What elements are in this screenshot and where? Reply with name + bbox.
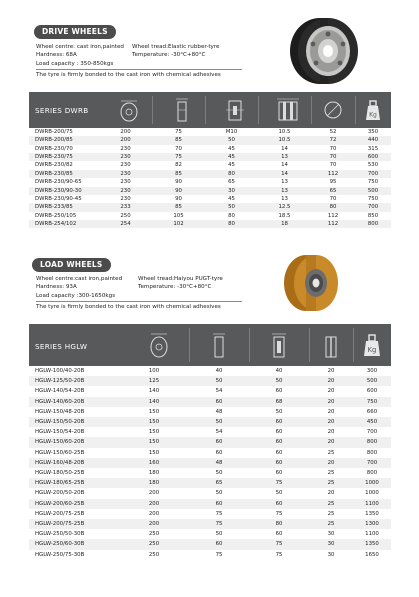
value-cell: 102 (152, 220, 205, 228)
table-row (29, 153, 391, 161)
drive-note-separator (36, 69, 242, 70)
model-code-cell: HGLW-200/75-25B (29, 509, 119, 519)
drive-wheel-image (284, 14, 364, 86)
table-row (29, 478, 391, 488)
table-row (29, 407, 391, 417)
value-cell: 45 (205, 195, 258, 203)
value-cell: 150 (119, 427, 189, 437)
pcd-icon (311, 92, 355, 128)
table-row (29, 458, 391, 468)
table-row (29, 509, 391, 519)
value-cell: 90 (152, 195, 205, 203)
weight-unit: Kg (369, 111, 377, 119)
model-code-cell: DWRB-230/70 (29, 145, 99, 153)
table-row (29, 203, 391, 211)
value-cell: 20 (309, 407, 353, 417)
hub-length-icon (249, 324, 309, 366)
model-code-cell: HGLW-150/60-25B (29, 448, 119, 458)
value-cell: 50 (189, 529, 249, 539)
value-cell: 80 (205, 220, 258, 228)
model-code-cell: HGLW-150/50-20B (29, 417, 119, 427)
drive-spec-temp: Temperature: -30°C+80°C (132, 52, 206, 59)
value-cell: 1000 (353, 488, 391, 498)
table-row (29, 195, 391, 203)
value-cell: 60 (249, 386, 309, 396)
value-cell: 12.5 (258, 203, 311, 211)
load-series-label: SERIES HGLW (35, 342, 88, 351)
model-code-cell: DWRB-230/85 (29, 170, 99, 178)
value-cell: 20 (309, 386, 353, 396)
value-cell: 180 (119, 478, 189, 488)
load-note: The tyre is firmly bonded to the cast iron with chemical adhesives (36, 304, 221, 310)
model-code-cell: HGLW-160/48-20B (29, 458, 119, 468)
model-code-cell: HGLW-200/60-25B (29, 499, 119, 509)
table-row (29, 488, 391, 498)
value-cell: 250 (119, 539, 189, 549)
model-code-cell: HGLW-100/40-20B (29, 366, 119, 376)
value-cell: 20 (309, 397, 353, 407)
value-cell: 90 (152, 178, 205, 186)
table-row (29, 519, 391, 529)
model-code-cell: DWRB-254/102 (29, 220, 99, 228)
value-cell: 50 (205, 136, 258, 144)
value-cell: 13 (258, 153, 311, 161)
table-row (29, 128, 391, 136)
value-cell: 1100 (353, 529, 391, 539)
value-cell: 70 (311, 145, 355, 153)
value-cell: 75 (249, 509, 309, 519)
value-cell: 150 (119, 448, 189, 458)
load-spec-temp: Temperature: -30°C+80°C (138, 284, 212, 291)
model-code-cell: DWRB-233/85 (29, 203, 99, 211)
model-code-cell: HGLW-150/48-20B (29, 407, 119, 417)
value-cell: 230 (99, 145, 152, 153)
diameter-icon (99, 92, 159, 128)
drive-series-label: SERIES DWRB (35, 106, 89, 115)
value-cell: 180 (119, 468, 189, 478)
value-cell: 50 (189, 488, 249, 498)
value-cell: 80 (311, 203, 355, 211)
model-code-cell: HGLW-250/50-30B (29, 529, 119, 539)
value-cell: 800 (355, 220, 391, 228)
value-cell: 60 (249, 448, 309, 458)
value-cell: 100 (119, 366, 189, 376)
value-cell: 750 (353, 397, 391, 407)
value-cell: 200 (119, 519, 189, 529)
table-row (29, 136, 391, 144)
value-cell: 600 (355, 153, 391, 161)
table-row (29, 427, 391, 437)
value-cell: 140 (119, 397, 189, 407)
table-row (29, 178, 391, 186)
drive-spec-tread: Wheel tread:Elastic rubber-tyre (132, 44, 220, 50)
drive-spec-centre: Wheel centre: cast iron,painted (36, 44, 124, 50)
value-cell: 50 (189, 468, 249, 478)
value-cell: 80 (249, 519, 309, 529)
table-row (29, 145, 391, 153)
value-cell: 125 (119, 376, 189, 386)
table-row (29, 417, 391, 427)
width-icon (152, 92, 212, 128)
load-spec-hardness: Hardness: 93A (36, 284, 77, 291)
value-cell: 660 (353, 407, 391, 417)
value-cell: 150 (119, 417, 189, 427)
model-code-cell: DWRB-200/85 (29, 136, 99, 144)
load-spec-load: Load capacity :300-1650kgs (36, 292, 116, 299)
table-row (29, 212, 391, 220)
value-cell: 30 (309, 539, 353, 549)
value-cell: 700 (353, 427, 391, 437)
value-cell: 75 (189, 550, 249, 560)
value-cell: 160 (119, 458, 189, 468)
value-cell: 1100 (353, 499, 391, 509)
table-row (29, 550, 391, 560)
value-cell: 60 (189, 397, 249, 407)
value-cell: 250 (119, 529, 189, 539)
value-cell: 50 (189, 376, 249, 386)
value-cell: 52 (311, 128, 355, 136)
value-cell: 75 (189, 509, 249, 519)
value-cell: 450 (353, 417, 391, 427)
model-code-cell: DWRB-230/90-65 (29, 178, 99, 186)
model-code-cell: DWRB-230/90-30 (29, 187, 99, 195)
value-cell: 82 (152, 161, 205, 169)
value-cell: 25 (309, 499, 353, 509)
drive-wheels-title: DRIVE WHEELS (34, 25, 116, 39)
value-cell: 20 (309, 437, 353, 447)
drive-table (29, 128, 391, 228)
model-code-cell: HGLW-140/54-20B (29, 386, 119, 396)
value-cell: 30 (309, 550, 353, 560)
value-cell: 70 (311, 195, 355, 203)
value-cell: 20 (309, 458, 353, 468)
load-spec-tread: Wheel tread:Haiyou PUGT-tyre (138, 276, 223, 282)
value-cell: 254 (99, 220, 152, 228)
value-cell: 18 (258, 220, 311, 228)
value-cell: 60 (189, 499, 249, 509)
value-cell: 500 (355, 187, 391, 195)
value-cell: 233 (99, 203, 152, 211)
drive-spec-load: Load capacity : 350-850kgs (36, 60, 114, 67)
value-cell: 230 (99, 161, 152, 169)
value-cell: 800 (353, 448, 391, 458)
value-cell: 20 (309, 366, 353, 376)
model-code-cell: HGLW-200/50-20B (29, 488, 119, 498)
value-cell: 14 (258, 161, 311, 169)
load-wheels-title: LOAD WHEELS (32, 258, 111, 272)
load-specs-left (36, 275, 122, 300)
value-cell: 50 (249, 488, 309, 498)
table-row (29, 539, 391, 549)
model-code-cell: DWRB-230/82 (29, 161, 99, 169)
value-cell: 25 (309, 478, 353, 488)
value-cell: 60 (249, 427, 309, 437)
value-cell: 65 (311, 187, 355, 195)
value-cell: 54 (189, 427, 249, 437)
bore-icon (205, 92, 265, 128)
value-cell: 25 (309, 468, 353, 478)
drive-spec-hardness: Hardness: 68A (36, 52, 77, 59)
value-cell: 112 (311, 170, 355, 178)
value-cell: 85 (152, 203, 205, 211)
table-row (29, 161, 391, 169)
value-cell: 75 (152, 128, 205, 136)
value-cell: 45 (205, 153, 258, 161)
value-cell: 10.5 (258, 128, 311, 136)
value-cell: 40 (189, 366, 249, 376)
value-cell: 70 (311, 161, 355, 169)
model-code-cell: HGLW-180/65-25B (29, 478, 119, 488)
value-cell: 750 (355, 178, 391, 186)
value-cell: 45 (205, 145, 258, 153)
table-row (29, 220, 391, 228)
value-cell: 13 (258, 195, 311, 203)
value-cell: 600 (353, 386, 391, 396)
model-code-cell: DWRB-250/105 (29, 212, 99, 220)
value-cell: 30 (205, 187, 258, 195)
table-row (29, 170, 391, 178)
value-cell: 14 (258, 170, 311, 178)
drive-note: The tyre is firmly bonded to the cast iron with chemical adhesives (36, 72, 221, 78)
value-cell: 14 (258, 145, 311, 153)
value-cell: 850 (355, 212, 391, 220)
value-cell: 200 (119, 488, 189, 498)
value-cell: 45 (205, 161, 258, 169)
value-cell: 1000 (353, 478, 391, 488)
value-cell: 1350 (353, 539, 391, 549)
value-cell: 18.5 (258, 212, 311, 220)
value-cell: 70 (152, 145, 205, 153)
value-cell: 54 (189, 386, 249, 396)
value-cell: 68 (249, 397, 309, 407)
value-cell: 80 (205, 212, 258, 220)
value-cell: 60 (249, 468, 309, 478)
model-code-cell: DWRB-230/90-45 (29, 195, 99, 203)
value-cell: 60 (189, 448, 249, 458)
value-cell: 60 (249, 458, 309, 468)
table-row (29, 187, 391, 195)
hub-icon (258, 92, 318, 128)
load-table (29, 366, 391, 560)
table-row (29, 366, 391, 376)
value-cell: 800 (353, 437, 391, 447)
value-cell: 750 (355, 195, 391, 203)
model-code-cell: HGLW-200/75-25B (29, 519, 119, 529)
value-cell: 13 (258, 187, 311, 195)
table-row (29, 437, 391, 447)
model-code-cell: HGLW-250/75-30B (29, 550, 119, 560)
table-row (29, 397, 391, 407)
value-cell: 75 (249, 539, 309, 549)
value-cell: 70 (311, 153, 355, 161)
value-cell: 30 (309, 529, 353, 539)
value-cell: 60 (249, 437, 309, 447)
value-cell: 20 (309, 427, 353, 437)
table-row (29, 499, 391, 509)
value-cell: 250 (119, 550, 189, 560)
model-code-cell: DWRB-200/75 (29, 128, 99, 136)
value-cell: 13 (258, 178, 311, 186)
load-note-separator (36, 301, 242, 302)
value-cell: 75 (152, 153, 205, 161)
model-code-cell: HGLW-150/54-20B (29, 427, 119, 437)
value-cell: 48 (189, 407, 249, 417)
drive-specs-right (132, 43, 219, 60)
value-cell: 25 (309, 519, 353, 529)
value-cell: 20 (309, 376, 353, 386)
value-cell: 75 (249, 550, 309, 560)
value-cell: 200 (99, 128, 152, 136)
value-cell: 200 (99, 136, 152, 144)
value-cell: 500 (353, 376, 391, 386)
value-cell: 60 (249, 499, 309, 509)
value-cell: 1300 (353, 519, 391, 529)
table-row (29, 376, 391, 386)
load-spec-centre: Wheel centre:cast iron,painted (36, 276, 123, 282)
value-cell: 1650 (353, 550, 391, 560)
value-cell: 50 (205, 203, 258, 211)
value-cell: 440 (355, 136, 391, 144)
model-code-cell: DWRB-230/75 (29, 153, 99, 161)
value-cell: 200 (119, 509, 189, 519)
value-cell: 90 (152, 187, 205, 195)
value-cell: 350 (355, 128, 391, 136)
value-cell: 80 (205, 170, 258, 178)
load-table-header (29, 324, 391, 366)
value-cell: 150 (119, 437, 189, 447)
value-cell: 700 (355, 203, 391, 211)
weight-icon (355, 92, 391, 128)
value-cell: 105 (152, 212, 205, 220)
value-cell: 85 (152, 170, 205, 178)
value-cell: 48 (189, 458, 249, 468)
drive-specs-left (36, 43, 124, 68)
load-wheel-image (282, 252, 342, 314)
value-cell: 25 (309, 448, 353, 458)
value-cell: 230 (99, 170, 152, 178)
value-cell: M10 (205, 128, 258, 136)
value-cell: 200 (119, 499, 189, 509)
model-code-cell: HGLW-150/60-20B (29, 437, 119, 447)
value-cell: 72 (311, 136, 355, 144)
value-cell: 50 (249, 407, 309, 417)
width-icon (189, 324, 249, 366)
value-cell: 95 (311, 178, 355, 186)
table-row (29, 529, 391, 539)
value-cell: 700 (355, 170, 391, 178)
value-cell: 700 (353, 458, 391, 468)
value-cell: 230 (99, 195, 152, 203)
value-cell: 230 (99, 187, 152, 195)
value-cell: 85 (152, 136, 205, 144)
value-cell: 530 (355, 161, 391, 169)
value-cell: 25 (309, 509, 353, 519)
value-cell: 50 (249, 376, 309, 386)
value-cell: 60 (249, 529, 309, 539)
diameter-icon (129, 324, 189, 366)
value-cell: 75 (189, 519, 249, 529)
value-cell: 150 (119, 407, 189, 417)
model-code-cell: HGLW-180/50-25B (29, 468, 119, 478)
value-cell: 230 (99, 178, 152, 186)
value-cell: 65 (189, 478, 249, 488)
value-cell: 50 (189, 417, 249, 427)
table-row (29, 448, 391, 458)
model-code-cell: HGLW-140/60-20B (29, 397, 119, 407)
load-specs-right (138, 275, 223, 292)
drive-table-header (29, 92, 391, 128)
value-cell: 140 (119, 386, 189, 396)
table-row (29, 386, 391, 396)
table-row (29, 468, 391, 478)
value-cell: 60 (189, 437, 249, 447)
value-cell: 60 (249, 417, 309, 427)
value-cell: 75 (249, 478, 309, 488)
value-cell: 20 (309, 417, 353, 427)
value-cell: 315 (355, 145, 391, 153)
value-cell: 300 (353, 366, 391, 376)
value-cell: 65 (205, 178, 258, 186)
value-cell: 10.5 (258, 136, 311, 144)
value-cell: 112 (311, 220, 355, 228)
value-cell: 60 (189, 539, 249, 549)
value-cell: 112 (311, 212, 355, 220)
weight-unit: Kg (367, 346, 377, 354)
model-code-cell: HGLW-125/50-20B (29, 376, 119, 386)
value-cell: 40 (249, 366, 309, 376)
value-cell: 20 (309, 488, 353, 498)
value-cell: 250 (99, 212, 152, 220)
value-cell: 800 (353, 468, 391, 478)
model-code-cell: HGLW-250/60-30B (29, 539, 119, 549)
bore-icon (309, 324, 353, 366)
value-cell: 230 (99, 153, 152, 161)
weight-icon (353, 324, 391, 366)
value-cell: 1350 (353, 509, 391, 519)
